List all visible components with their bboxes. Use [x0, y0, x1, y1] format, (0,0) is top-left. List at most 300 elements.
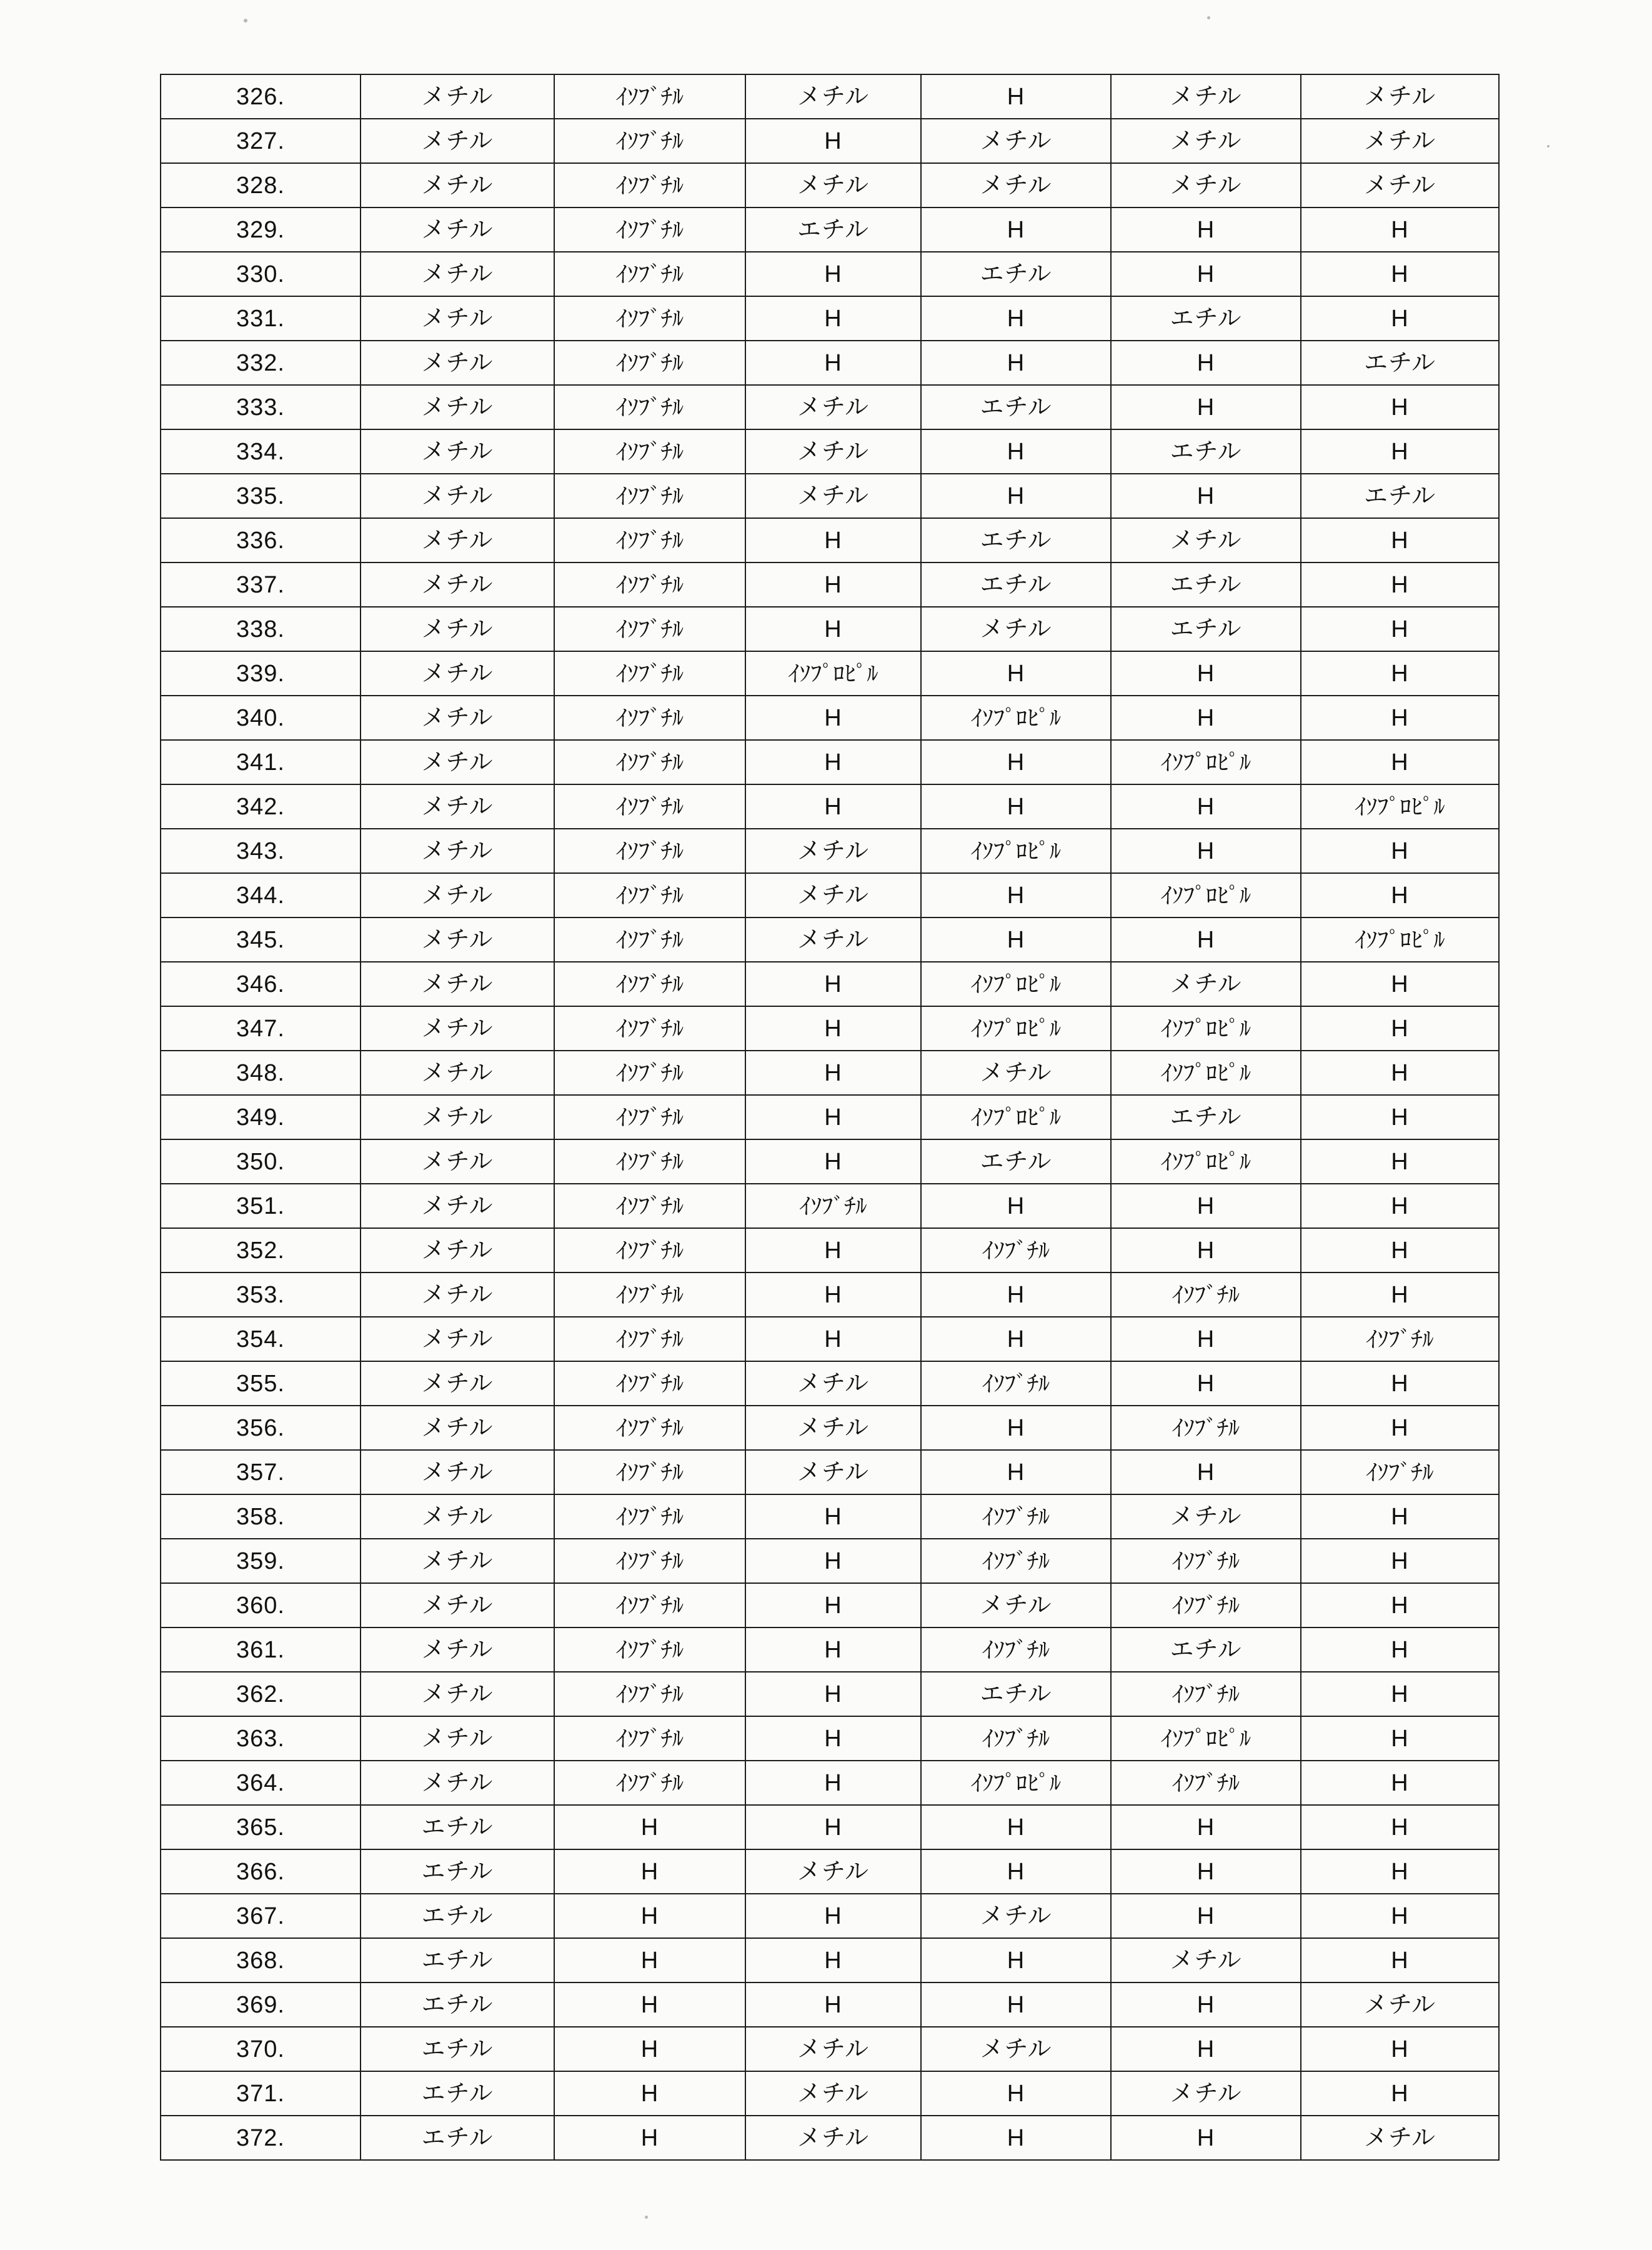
substituent-cell: H — [1301, 607, 1499, 651]
substituent-cell: H — [1111, 1805, 1301, 1849]
substituent-cell: メチル — [745, 1450, 921, 1494]
substituent-cell: エチル — [1111, 296, 1301, 341]
substituent-cell: H — [1111, 1361, 1301, 1406]
substituent-cell: H — [921, 651, 1111, 696]
substituent-cell: メチル — [745, 429, 921, 474]
substituent-cell: H — [554, 2116, 745, 2160]
substituent-cell: H — [1111, 784, 1301, 829]
substituent-cell: H — [1111, 1228, 1301, 1272]
substituent-cell: メチル — [361, 252, 554, 296]
table-row — [161, 2116, 1499, 2160]
substituent-cell: メチル — [361, 784, 554, 829]
row-number: 334. — [161, 429, 361, 474]
table-row — [161, 1494, 1499, 1539]
substituent-cell: メチル — [745, 474, 921, 518]
row-number: 347. — [161, 1006, 361, 1051]
table-row — [161, 1051, 1499, 1095]
row-number: 356. — [161, 1406, 361, 1450]
substituent-cell: ｲｿﾌﾟﾛﾋﾟﾙ — [1111, 1139, 1301, 1184]
substituent-cell: H — [745, 1006, 921, 1051]
substituent-cell: H — [745, 296, 921, 341]
row-number: 352. — [161, 1228, 361, 1272]
scan-speck — [244, 19, 247, 22]
row-number: 348. — [161, 1051, 361, 1095]
row-number: 349. — [161, 1095, 361, 1139]
row-number: 326. — [161, 74, 361, 119]
substituent-cell: H — [1301, 1761, 1499, 1805]
substituent-cell: ｲｿﾌﾟﾛﾋﾟﾙ — [921, 829, 1111, 873]
substituent-cell: ｲｿﾌﾞﾁﾙ — [1301, 1450, 1499, 1494]
row-number: 350. — [161, 1139, 361, 1184]
substituent-cell: メチル — [361, 1139, 554, 1184]
substituent-cell: H — [921, 1406, 1111, 1450]
substituent-cell: ｲｿﾌﾟﾛﾋﾟﾙ — [921, 1761, 1111, 1805]
table-row — [161, 2027, 1499, 2071]
substituent-cell: H — [554, 1938, 745, 1982]
substituent-cell: ｲｿﾌﾟﾛﾋﾟﾙ — [1111, 1006, 1301, 1051]
row-number: 342. — [161, 784, 361, 829]
substituent-cell: メチル — [745, 163, 921, 208]
row-number: 355. — [161, 1361, 361, 1406]
substituent-cell: H — [1301, 1095, 1499, 1139]
substituent-cell: ｲｿﾌﾞﾁﾙ — [554, 962, 745, 1006]
scan-speck — [645, 2216, 648, 2219]
substituent-cell: メチル — [745, 873, 921, 918]
substituent-cell: ｲｿﾌﾞﾁﾙ — [554, 607, 745, 651]
substituent-cell: ｲｿﾌﾞﾁﾙ — [554, 1583, 745, 1628]
substituent-cell: H — [745, 1982, 921, 2027]
row-number: 333. — [161, 385, 361, 429]
substituent-cell: H — [745, 1095, 921, 1139]
substituent-cell: エチル — [921, 385, 1111, 429]
substituent-cell: H — [745, 1317, 921, 1361]
substituent-cell: ｲｿﾌﾞﾁﾙ — [554, 562, 745, 607]
table-row — [161, 1938, 1499, 1982]
table-row — [161, 1095, 1499, 1139]
table-row — [161, 429, 1499, 474]
substituent-cell: H — [1301, 1628, 1499, 1672]
substituent-cell: メチル — [921, 1583, 1111, 1628]
row-number: 363. — [161, 1716, 361, 1761]
substituent-cell: H — [921, 2071, 1111, 2116]
row-number: 330. — [161, 252, 361, 296]
row-number: 360. — [161, 1583, 361, 1628]
substituent-cell: メチル — [361, 740, 554, 784]
substituent-cell: ｲｿﾌﾞﾁﾙ — [1111, 1583, 1301, 1628]
table-row — [161, 1672, 1499, 1716]
substituent-cell: H — [745, 1628, 921, 1672]
scan-speck — [1207, 16, 1210, 19]
substituent-cell: H — [1111, 1450, 1301, 1494]
substituent-cell: メチル — [361, 1317, 554, 1361]
substituent-cell: ｲｿﾌﾟﾛﾋﾟﾙ — [1301, 784, 1499, 829]
substituent-cell: H — [1301, 651, 1499, 696]
substituent-cell: メチル — [361, 1006, 554, 1051]
substituent-cell: メチル — [361, 562, 554, 607]
substituent-cell: H — [745, 1805, 921, 1849]
substituent-cell: ｲｿﾌﾞﾁﾙ — [1111, 1539, 1301, 1583]
substituent-cell: H — [745, 607, 921, 651]
row-number: 329. — [161, 208, 361, 252]
substituent-cell: メチル — [361, 1051, 554, 1095]
substituent-cell: メチル — [361, 208, 554, 252]
substituent-cell: H — [745, 1672, 921, 1716]
row-number: 366. — [161, 1849, 361, 1894]
substituent-cell: H — [1111, 474, 1301, 518]
substituent-cell: ｲｿﾌﾞﾁﾙ — [554, 1139, 745, 1184]
table-row — [161, 296, 1499, 341]
row-number: 331. — [161, 296, 361, 341]
substituent-cell: ｲｿﾌﾞﾁﾙ — [554, 1494, 745, 1539]
substituent-cell: H — [1301, 873, 1499, 918]
substituent-cell: ｲｿﾌﾟﾛﾋﾟﾙ — [921, 1006, 1111, 1051]
table-row — [161, 607, 1499, 651]
table-row — [161, 1006, 1499, 1051]
substituent-cell: エチル — [361, 1982, 554, 2027]
substituent-cell: H — [745, 1761, 921, 1805]
substituent-cell: ｲｿﾌﾟﾛﾋﾟﾙ — [1111, 1051, 1301, 1095]
row-number: 328. — [161, 163, 361, 208]
substituent-cell: H — [921, 873, 1111, 918]
substituent-cell: エチル — [361, 2027, 554, 2071]
substituent-cell: H — [554, 1805, 745, 1849]
substituent-cell: H — [921, 1272, 1111, 1317]
substituent-cell: ｲｿﾌﾞﾁﾙ — [554, 1272, 745, 1317]
substituent-cell: H — [921, 918, 1111, 962]
row-number: 359. — [161, 1539, 361, 1583]
substituent-cell: H — [1111, 208, 1301, 252]
substituent-cell: H — [1111, 651, 1301, 696]
substituent-cell: H — [1111, 1317, 1301, 1361]
substituent-cell: ｲｿﾌﾞﾁﾙ — [554, 873, 745, 918]
substituent-cell: エチル — [1111, 562, 1301, 607]
substituent-cell: H — [1301, 1006, 1499, 1051]
substituent-cell: メチル — [361, 873, 554, 918]
substituent-cell: H — [1301, 829, 1499, 873]
substituent-cell: メチル — [361, 1406, 554, 1450]
substituent-cell: ｲｿﾌﾞﾁﾙ — [554, 1672, 745, 1716]
row-number: 370. — [161, 2027, 361, 2071]
substituent-cell: ｲｿﾌﾞﾁﾙ — [554, 696, 745, 740]
substituent-cell: H — [1301, 518, 1499, 562]
substituent-cell: メチル — [921, 2027, 1111, 2071]
substituent-cell: ｲｿﾌﾞﾁﾙ — [921, 1494, 1111, 1539]
substituent-cell: H — [1111, 2027, 1301, 2071]
substituent-cell: メチル — [745, 1361, 921, 1406]
substituent-cell: ｲｿﾌﾞﾁﾙ — [554, 1228, 745, 1272]
table-row — [161, 696, 1499, 740]
row-number: 340. — [161, 696, 361, 740]
substituent-cell: ｲｿﾌﾞﾁﾙ — [921, 1228, 1111, 1272]
substituent-cell: エチル — [1301, 341, 1499, 385]
substituent-cell: メチル — [361, 429, 554, 474]
substituent-cell: ｲｿﾌﾞﾁﾙ — [554, 385, 745, 429]
table-row — [161, 918, 1499, 962]
row-number: 362. — [161, 1672, 361, 1716]
substituent-cell: H — [745, 562, 921, 607]
substituent-cell: ｲｿﾌﾞﾁﾙ — [554, 784, 745, 829]
row-number: 339. — [161, 651, 361, 696]
substituent-cell: メチル — [745, 918, 921, 962]
substituent-cell: メチル — [361, 651, 554, 696]
substituent-cell: メチル — [361, 296, 554, 341]
substituent-cell: ｲｿﾌﾞﾁﾙ — [554, 651, 745, 696]
substituent-cell: H — [745, 1716, 921, 1761]
substituent-cell: メチル — [1111, 163, 1301, 208]
substituent-cell: H — [1301, 2071, 1499, 2116]
substituent-cell: ｲｿﾌﾟﾛﾋﾟﾙ — [921, 1095, 1111, 1139]
substituent-cell: メチル — [921, 607, 1111, 651]
substituent-cell: ｲｿﾌﾞﾁﾙ — [554, 1361, 745, 1406]
substituent-cell: H — [745, 119, 921, 163]
table-row — [161, 1272, 1499, 1317]
table-row — [161, 341, 1499, 385]
substituent-cell: メチル — [1301, 2116, 1499, 2160]
table-row — [161, 252, 1499, 296]
row-number: 353. — [161, 1272, 361, 1317]
substituent-cell: ｲｿﾌﾞﾁﾙ — [554, 1317, 745, 1361]
substituent-cell: H — [1301, 296, 1499, 341]
substituent-cell: メチル — [745, 2027, 921, 2071]
substituent-cell: エチル — [921, 1672, 1111, 1716]
substituent-cell: ｲｿﾌﾞﾁﾙ — [554, 1184, 745, 1228]
table-row — [161, 1406, 1499, 1450]
substituent-cell: H — [1111, 1849, 1301, 1894]
substituent-cell: H — [745, 962, 921, 1006]
substituent-cell: H — [1111, 385, 1301, 429]
substituent-cell: ｲｿﾌﾞﾁﾙ — [554, 1628, 745, 1672]
substituent-cell: メチル — [1111, 962, 1301, 1006]
substituent-cell: エチル — [921, 562, 1111, 607]
substituent-cell: メチル — [361, 119, 554, 163]
table-row — [161, 1361, 1499, 1406]
substituent-cell: H — [1301, 1894, 1499, 1938]
substituent-cell: メチル — [921, 119, 1111, 163]
substituent-cell: H — [745, 784, 921, 829]
substituent-cell: エチル — [361, 1938, 554, 1982]
substituent-cell: メチル — [361, 1583, 554, 1628]
substituent-cell: H — [745, 1938, 921, 1982]
substituent-cell: メチル — [921, 1894, 1111, 1938]
row-number: 364. — [161, 1761, 361, 1805]
table-row — [161, 873, 1499, 918]
substituent-cell: メチル — [361, 1494, 554, 1539]
row-number: 335. — [161, 474, 361, 518]
table-row — [161, 1583, 1499, 1628]
substituent-cell: H — [1301, 1139, 1499, 1184]
substituent-cell: H — [554, 2027, 745, 2071]
substituent-cell: H — [921, 1450, 1111, 1494]
substituent-cell: ｲｿﾌﾞﾁﾙ — [1111, 1406, 1301, 1450]
substituent-cell: ｲｿﾌﾞﾁﾙ — [1111, 1272, 1301, 1317]
row-number: 341. — [161, 740, 361, 784]
table-row — [161, 208, 1499, 252]
substituent-cell: メチル — [361, 74, 554, 119]
substituent-cell: メチル — [921, 163, 1111, 208]
table-row — [161, 1184, 1499, 1228]
substituent-cell: H — [1111, 696, 1301, 740]
table-row — [161, 784, 1499, 829]
substituent-cell: メチル — [361, 163, 554, 208]
table-row — [161, 740, 1499, 784]
row-number: 345. — [161, 918, 361, 962]
substituent-cell: メチル — [361, 1761, 554, 1805]
substituent-cell: ｲｿﾌﾞﾁﾙ — [745, 1184, 921, 1228]
substituent-cell: メチル — [1111, 119, 1301, 163]
substituent-cell: H — [1301, 1272, 1499, 1317]
table-row — [161, 829, 1499, 873]
substituent-cell: H — [921, 296, 1111, 341]
substituent-cell: メチル — [1111, 1494, 1301, 1539]
substituent-cell: メチル — [1111, 1938, 1301, 1982]
substituent-cell: ｲｿﾌﾞﾁﾙ — [554, 1406, 745, 1450]
substituent-cell: H — [1111, 918, 1301, 962]
substituent-cell: メチル — [1301, 74, 1499, 119]
substituent-cell: ｲｿﾌﾞﾁﾙ — [554, 1006, 745, 1051]
substituent-cell: ｲｿﾌﾟﾛﾋﾟﾙ — [921, 962, 1111, 1006]
substituent-cell: H — [745, 696, 921, 740]
substituent-cell: メチル — [361, 1672, 554, 1716]
substituent-cell: H — [554, 1894, 745, 1938]
substituent-cell: H — [921, 1849, 1111, 1894]
substituent-cell: H — [1301, 1228, 1499, 1272]
substituent-cell: メチル — [361, 1095, 554, 1139]
substituent-cell: H — [1111, 829, 1301, 873]
substituent-cell: メチル — [1301, 1982, 1499, 2027]
substituent-cell: エチル — [361, 1894, 554, 1938]
substituent-cell: エチル — [1301, 474, 1499, 518]
row-number: 343. — [161, 829, 361, 873]
substituent-cell: H — [554, 1982, 745, 2027]
substituent-cell: エチル — [921, 1139, 1111, 1184]
substituent-cell: ｲｿﾌﾞﾁﾙ — [554, 1450, 745, 1494]
table-row — [161, 962, 1499, 1006]
table-row — [161, 651, 1499, 696]
table-row — [161, 1982, 1499, 2027]
row-number: 332. — [161, 341, 361, 385]
substituent-cell: メチル — [361, 518, 554, 562]
substituent-cell: H — [1301, 1361, 1499, 1406]
substituent-cell: H — [1301, 562, 1499, 607]
table-row — [161, 1450, 1499, 1494]
table-row — [161, 518, 1499, 562]
substituent-cell: H — [1301, 1672, 1499, 1716]
row-number: 361. — [161, 1628, 361, 1672]
substituent-cell: メチル — [921, 1051, 1111, 1095]
scan-speck — [1547, 145, 1550, 148]
substituent-cell: エチル — [1111, 1628, 1301, 1672]
substituent-cell: メチル — [361, 341, 554, 385]
substituent-cell: メチル — [745, 74, 921, 119]
substituent-cell: メチル — [745, 1406, 921, 1450]
substituent-cell: メチル — [361, 474, 554, 518]
table-row — [161, 1894, 1499, 1938]
substituent-cell: ｲｿﾌﾞﾁﾙ — [554, 252, 745, 296]
table-row — [161, 119, 1499, 163]
substituent-cell: ｲｿﾌﾟﾛﾋﾟﾙ — [921, 696, 1111, 740]
substituent-cell: ｲｿﾌﾞﾁﾙ — [554, 474, 745, 518]
row-number: 327. — [161, 119, 361, 163]
substituent-cell: ｲｿﾌﾟﾛﾋﾟﾙ — [1111, 1716, 1301, 1761]
substituent-cell: H — [1111, 2116, 1301, 2160]
substituent-cell: ｲｿﾌﾞﾁﾙ — [554, 1095, 745, 1139]
substituent-cell: メチル — [361, 696, 554, 740]
substituent-cell: H — [745, 740, 921, 784]
row-number: 369. — [161, 1982, 361, 2027]
substituent-cell: H — [745, 1583, 921, 1628]
substituent-cell: H — [1111, 252, 1301, 296]
substituent-cell: メチル — [361, 1228, 554, 1272]
substituent-cell: エチル — [1111, 429, 1301, 474]
substituent-cell: H — [745, 1894, 921, 1938]
substituent-cell: H — [1301, 1938, 1499, 1982]
substituent-cell: ｲｿﾌﾞﾁﾙ — [1301, 1317, 1499, 1361]
substituent-cell: H — [1301, 1805, 1499, 1849]
substituent-cell: H — [1301, 385, 1499, 429]
substituent-cell: エチル — [1111, 1095, 1301, 1139]
row-number: 351. — [161, 1184, 361, 1228]
table-row — [161, 1761, 1499, 1805]
substituent-cell: エチル — [921, 252, 1111, 296]
table-row — [161, 1716, 1499, 1761]
substituent-cell: H — [1301, 208, 1499, 252]
substituent-cell: H — [921, 474, 1111, 518]
substituent-cell: メチル — [1111, 74, 1301, 119]
substituent-cell: メチル — [745, 2116, 921, 2160]
substituent-cell: ｲｿﾌﾞﾁﾙ — [554, 74, 745, 119]
table-row — [161, 1849, 1499, 1894]
substituent-cell: ｲｿﾌﾞﾁﾙ — [921, 1716, 1111, 1761]
row-number: 337. — [161, 562, 361, 607]
substituent-cell: H — [1301, 1539, 1499, 1583]
substituent-cell: H — [745, 1139, 921, 1184]
substituent-cell: H — [921, 429, 1111, 474]
substituent-cell: メチル — [361, 607, 554, 651]
substituent-cell: H — [745, 1228, 921, 1272]
substituent-cell: メチル — [361, 1539, 554, 1583]
substituent-cell: H — [921, 1317, 1111, 1361]
substituent-cell: H — [1301, 1849, 1499, 1894]
substituent-cell: エチル — [361, 2071, 554, 2116]
substituent-cell: メチル — [1301, 119, 1499, 163]
row-number: 365. — [161, 1805, 361, 1849]
substituent-cell: エチル — [361, 2116, 554, 2160]
substituent-cell: H — [745, 252, 921, 296]
substituent-cell: ｲｿﾌﾞﾁﾙ — [921, 1539, 1111, 1583]
substituent-cell: ｲｿﾌﾞﾁﾙ — [554, 1539, 745, 1583]
row-number: 338. — [161, 607, 361, 651]
substituent-cell: H — [554, 2071, 745, 2116]
substituent-cell: H — [745, 1539, 921, 1583]
substituent-cell: ｲｿﾌﾞﾁﾙ — [1111, 1761, 1301, 1805]
substituent-cell: ｲｿﾌﾟﾛﾋﾟﾙ — [745, 651, 921, 696]
substituent-cell: エチル — [361, 1805, 554, 1849]
table-row — [161, 562, 1499, 607]
row-number: 367. — [161, 1894, 361, 1938]
compound-table — [160, 74, 1500, 2161]
substituent-cell: H — [745, 1051, 921, 1095]
substituent-cell: H — [921, 1938, 1111, 1982]
substituent-cell: H — [1111, 1184, 1301, 1228]
substituent-cell: H — [1301, 1406, 1499, 1450]
substituent-cell: ｲｿﾌﾞﾁﾙ — [554, 1716, 745, 1761]
table-row — [161, 1628, 1499, 1672]
substituent-cell: H — [745, 1272, 921, 1317]
substituent-cell: ｲｿﾌﾞﾁﾙ — [554, 341, 745, 385]
substituent-cell: H — [1301, 740, 1499, 784]
substituent-cell: ｲｿﾌﾞﾁﾙ — [554, 829, 745, 873]
substituent-cell: H — [1301, 1494, 1499, 1539]
